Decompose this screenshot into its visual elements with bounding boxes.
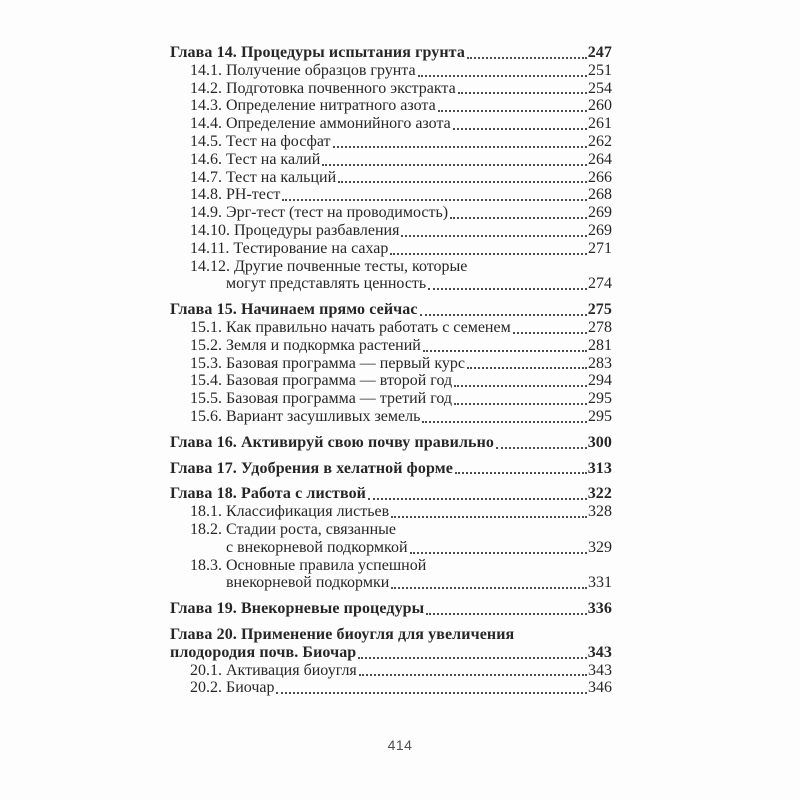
toc-entry-row [170,408,612,426]
toc-entry-row [170,301,612,319]
toc-entry-row [170,626,612,644]
toc-entry-title: Глава 20. Применение биоугля для увеличения [170,625,515,643]
dotted-leader [426,613,586,615]
toc-entry-title: 14.4. Определение аммонийного азота [190,115,451,133]
toc-entry-title: 14.6. Тест на калий [190,150,321,168]
toc-entry-row [170,600,612,618]
toc-entry-page: 271 [588,239,612,257]
toc-entry-page: 261 [588,115,612,133]
dotted-leader [467,367,587,369]
toc-entry-page: 269 [588,221,612,239]
dotted-leader [338,181,587,183]
toc-entry-page: 295 [588,407,612,425]
toc-entry-page: 294 [588,372,612,390]
toc-entry-title: Глава 14. Процедуры испытания грунта [170,44,465,61]
toc-entry-row [170,662,612,680]
folio-page-number: 414 [387,737,413,753]
dotted-leader [390,253,587,255]
toc-entry-title: 14.12. Другие почвенные тесты, которые [190,257,468,275]
toc-entry-title: Глава 19. Внекорневые процедуры [170,600,425,618]
toc-entry-row [170,503,612,521]
toc-entry-title: 15.2. Земля и подкормка растений [190,336,421,354]
toc-entry-page: 336 [587,600,612,618]
toc-entry-row [170,460,612,478]
toc-entry-row [170,169,612,187]
toc-entry-row [170,97,612,115]
dotted-leader [455,472,587,474]
dotted-leader [391,587,587,589]
toc-entry-row [170,679,612,697]
toc-entry-row [170,44,612,62]
toc-entry-page: 268 [588,186,612,204]
toc-entry-row [170,133,612,151]
dotted-leader [513,332,587,334]
toc-entry-page: 251 [588,61,612,79]
dotted-leader [422,421,587,423]
dotted-leader [496,447,587,449]
toc-entry-title: 15.5. Базовая программа — третий год [190,390,453,408]
toc-entry-row [170,644,612,662]
toc-entry-row [170,240,612,258]
toc-entry-page: 283 [588,354,612,372]
toc-entry-page: 313 [587,459,612,477]
dotted-leader [423,350,587,352]
dotted-leader [410,552,587,554]
toc-entry-title: плодородия почв. Биочар [170,643,357,661]
toc-entry-title: 18.1. Классификация листьев [190,503,390,521]
toc-entry-title: Глава 17. Удобрения в хелатной форме [170,459,453,477]
toc-entry-title: с внекорневой подкормкой [226,538,408,556]
dotted-leader [453,128,587,130]
toc-entry-row [170,434,612,452]
toc-entry-page: 278 [588,318,612,336]
toc-entry-row [170,337,612,355]
toc-entry-page: 295 [588,390,612,408]
dotted-leader [467,57,587,59]
toc-entry-page: 247 [587,44,612,61]
dotted-leader [322,164,587,166]
toc-entry-page: 300 [587,433,612,451]
toc-entry-row [170,258,612,276]
toc-entry-row [170,275,612,293]
toc-entry-page: 281 [588,336,612,354]
toc-entry-title: 14.11. Тестирование на сахар [190,239,389,257]
toc-entry-title: 14.2. Подготовка почвенного экстракта [190,79,456,97]
toc-entry-title: 14.9. Эрг-тест (тест на проводимость) [190,204,449,222]
toc-entry-title: 14.8. РН-тест [190,186,281,204]
dotted-leader [358,657,586,659]
toc-entry-page: 274 [588,275,612,293]
toc-entry-page: 275 [587,301,612,319]
toc-entry-title: Глава 15. Начинаем прямо сейчас [170,301,418,319]
dotted-leader [276,692,587,694]
toc-entry-title: 18.2. Стадии роста, связанные [190,520,397,538]
dotted-leader [368,498,587,500]
toc-entry-title: 14.3. Определение нитратного азота [190,97,436,115]
toc-entry-page: 331 [588,574,612,592]
toc-entry-title: 15.3. Базовая программа — первый курс [190,354,465,372]
dotted-leader [454,385,587,387]
toc-entry-page: 262 [588,132,612,150]
toc-entry-title: 18.3. Основные правила успешной [190,556,427,574]
toc-entry-title: могут представлять ценность [226,275,427,293]
toc-entry-row [170,557,612,575]
dotted-leader [401,235,587,237]
toc-entry-row [170,521,612,539]
toc-entry-row [170,355,612,373]
toc-entry-row [170,574,612,592]
toc-entry-row [170,222,612,240]
toc-entry-row [170,62,612,80]
toc-entry-page: 346 [588,679,612,697]
toc-entry-row [170,319,612,337]
dotted-leader [454,403,587,405]
toc-entry-title: 15.4. Базовая программа — второй год [190,372,453,390]
toc-entry-page: 328 [588,503,612,521]
toc-entry-title: 14.1. Получение образцов грунта [190,61,416,79]
toc-entry-row [170,115,612,133]
toc-entry-row [170,80,612,98]
toc-entry-page: 343 [587,643,612,661]
toc-entry-row [170,539,612,557]
dotted-leader [420,314,587,316]
toc-entry-page: 322 [587,485,612,503]
toc-entry-row [170,485,612,503]
dotted-leader [458,92,587,94]
toc-entry-title: внекорневой подкормки [226,574,390,592]
dotted-leader [391,516,587,518]
toc-entry-page: 343 [588,661,612,679]
toc-entry-title: 15.6. Вариант засушливых земель [190,407,421,425]
toc-entry-page: 264 [588,150,612,168]
toc-entry-page: 260 [588,97,612,115]
toc-entry-page: 269 [588,204,612,222]
toc-entry-title: 20.1. Активация биоугля [190,661,357,679]
toc-entry-row [170,390,612,408]
dotted-leader [438,110,587,112]
toc-entry-title: 20.2. Биочар [190,679,275,697]
toc-entry-title: 14.7. Тест на кальций [190,168,337,186]
toc-entry-page: 329 [588,538,612,556]
toc-list [170,44,612,697]
dotted-leader [450,217,587,219]
toc-entry-row [170,204,612,222]
dotted-leader [359,674,587,676]
toc-entry-title: 14.10. Процедуры разбавления [190,221,400,239]
toc-entry-title: 15.1. Как правильно начать работать с семенем [190,318,511,336]
toc-entry-title: 14.5. Тест на фосфат [190,132,331,150]
toc-entry-row [170,151,612,169]
dotted-leader [333,146,587,148]
toc-entry-title: Глава 18. Работа с листвой [170,485,367,503]
dotted-leader [282,199,587,201]
toc-entry-row [170,372,612,390]
toc-entry-row [170,186,612,204]
toc-entry-page: 266 [588,168,612,186]
toc-entry-page: 254 [588,79,612,97]
toc-entry-title: Глава 16. Активируй свою почву правильно [170,433,495,451]
dotted-leader [428,288,587,290]
dotted-leader [418,75,587,77]
